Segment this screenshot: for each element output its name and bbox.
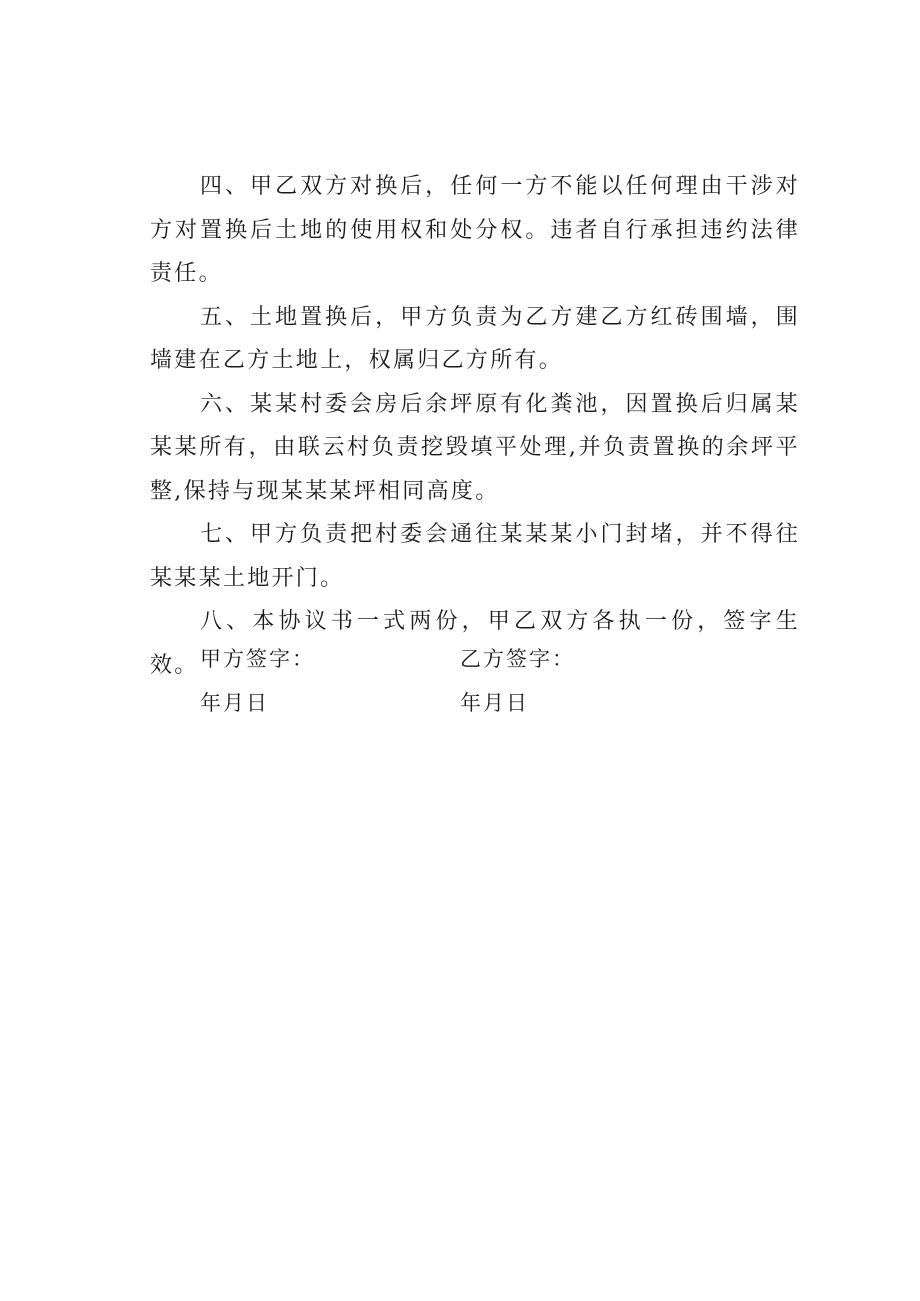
- date-row: [200, 680, 800, 724]
- party-a-signature-label: 甲方签字：: [200, 647, 315, 671]
- clause-four: 四、甲乙双方对换后，任何一方不能以任何理由干涉对方对置换后土地的使用权和处分权。违者自行承担违约法律责任。: [150, 174, 800, 286]
- signature-block: [200, 636, 800, 724]
- party-b-signature-label: 乙方签字：: [460, 647, 575, 671]
- agreement-body: [150, 165, 800, 687]
- party-b-date: 年月日: [460, 691, 529, 715]
- clause-seven: 七、甲方负责把村委会通往某某某小门封堵，并不得往某某某土地开门。: [150, 522, 800, 591]
- clause-five: 五、土地置换后，甲方负责为乙方建乙方红砖围墙，围墙建在乙方土地上，权属归乙方所有。: [150, 304, 800, 373]
- clause-six: 六、某某村委会房后余坪原有化粪池，因置换后归属某某某所有，由联云村负责挖毁填平处理,并负责置换的余坪平整,保持与现某某某坪相同高度。: [150, 391, 800, 504]
- party-a-date: 年月日: [200, 691, 269, 715]
- signature-row: [200, 636, 800, 680]
- clause-eight: 八、本协议书一式两份，甲乙双方各执一份，签字生效。: [150, 609, 800, 678]
